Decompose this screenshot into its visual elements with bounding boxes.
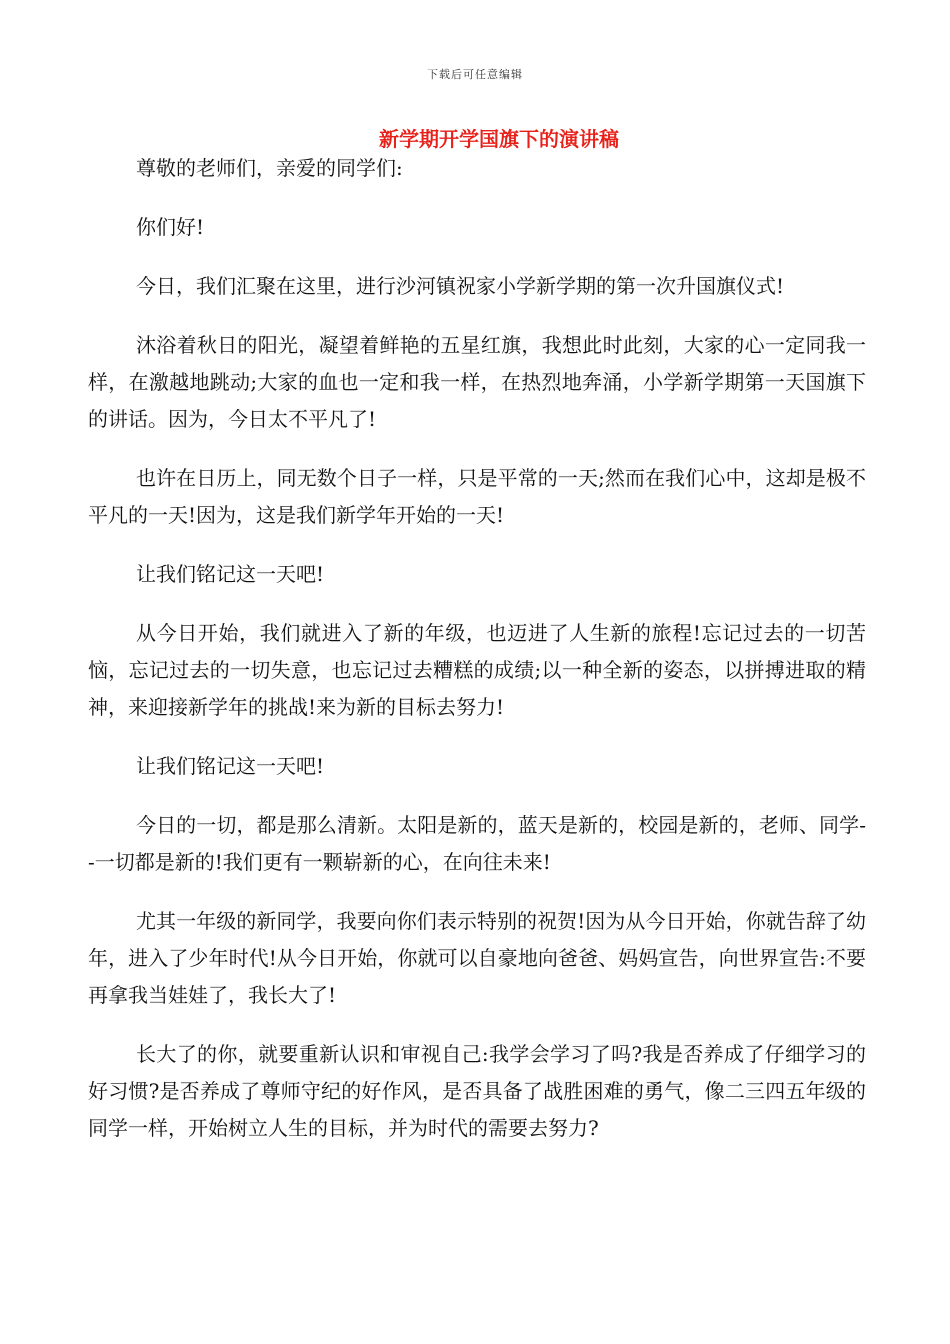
paragraph: 沐浴着秋日的阳光，凝望着鲜艳的五星红旗，我想此时此刻，大家的心一定同我一样，在激越地跳动;大家的血也一定和我一样，在热烈地奔涌，小学新学期第一天国旗下的讲话。因为，今日太不平凡了! xyxy=(88,333,866,431)
document-title: 新学期开学国旗下的演讲稿 xyxy=(379,127,619,151)
paragraph: 也许在日历上，同无数个日子一样，只是平常的一天;然而在我们心中，这却是极不平凡的一天!因为，这是我们新学年开始的一天! xyxy=(88,466,866,527)
paragraph: 尤其一年级的新同学，我要向你们表示特别的祝贺!因为从今日开始，你就告辞了幼年，进入了少年时代!从今日开始，你就可以自豪地向爸爸、妈妈宣告，向世界宣告:不要再拿我当娃娃了，我长大了! xyxy=(88,909,866,1007)
paragraph: 长大了的你，就要重新认识和审视自己:我学会学习了吗?我是否养成了仔细学习的好习惯?是否养成了尊师守纪的好作风，是否具备了战胜困难的勇气，像二三四五年级的同学一样，开始树立人生的目标，并为时代的需要去努力? xyxy=(88,1042,866,1140)
paragraph: 今日的一切，都是那么清新。太阳是新的，蓝天是新的，校园是新的，老师、同学--一切都是新的!我们更有一颗崭新的心，在向往未来! xyxy=(88,813,866,874)
document-body xyxy=(88,150,866,1169)
paragraph: 今日，我们汇聚在这里，进行沙河镇祝家小学新学期的第一次升国旗仪式! xyxy=(136,274,785,298)
paragraph: 让我们铭记这一天吧! xyxy=(136,562,325,586)
paragraph: 从今日开始，我们就进入了新的年级，也迈进了人生新的旅程!忘记过去的一切苦恼，忘记过去的一切失意，也忘记过去糟糕的成绩;以一种全新的姿态，以拼搏进取的精神，来迎接新学年的挑战!来为新的目标去努力! xyxy=(88,621,866,719)
header-note: 下载后可任意编辑 xyxy=(427,68,523,81)
paragraph-greeting: 尊敬的老师们，亲爱的同学们: xyxy=(136,156,403,180)
paragraph-hello: 你们好! xyxy=(136,215,205,239)
paragraph: 让我们铭记这一天吧! xyxy=(136,754,325,778)
